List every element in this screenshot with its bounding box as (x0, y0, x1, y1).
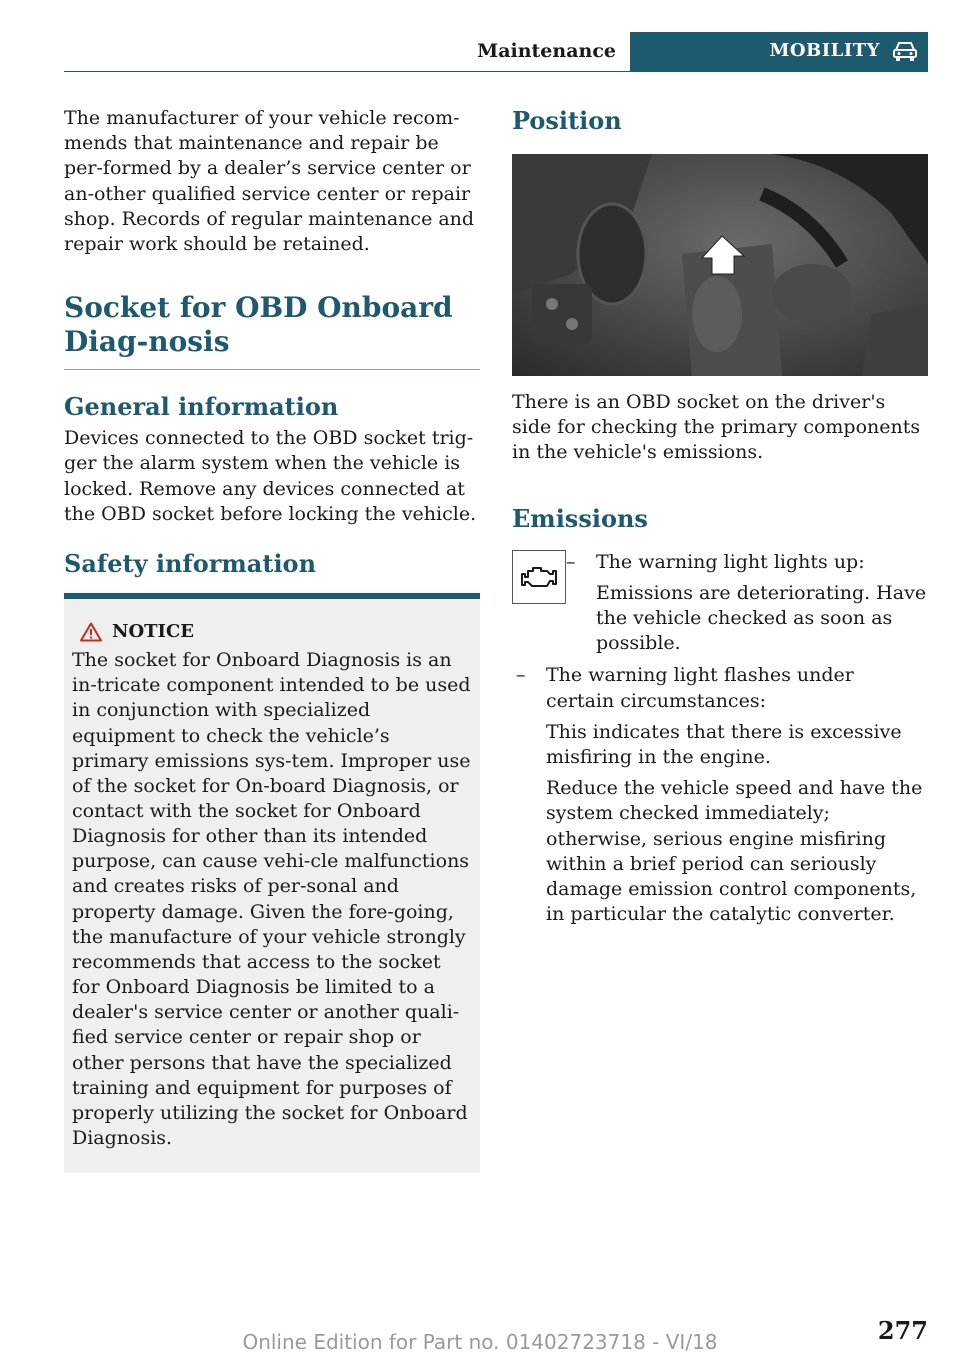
section-title: Maintenance (477, 40, 616, 62)
chapter-tab (630, 32, 928, 71)
bullet-warning-lights-up (562, 550, 928, 657)
obd-socket-location-photo (512, 154, 928, 376)
bullet-dash: – (516, 664, 526, 687)
chapter-title: MOBILITY (769, 40, 880, 61)
bullet1-title: The warning light lights up: (596, 550, 865, 573)
check-engine-icon (519, 563, 559, 591)
heading-emissions: Emissions (512, 503, 648, 533)
bullet2-body2: Reduce the vehicle speed and have the system checked immediately; otherwise, serious engine misfiring within a brief period can seriously damage emission control components, in particular the catalytic converter. (546, 777, 923, 926)
bullet-warning-flashes (512, 663, 928, 927)
bullet1-body: Emissions are deteriorating. Have the vehicle checked as soon as possible. (596, 581, 927, 655)
check-engine-box (512, 550, 566, 604)
edition-watermark: Online Edition for Part no. 01402723718 - VI/18 (242, 1330, 718, 1354)
notice-label: NOTICE (112, 621, 194, 643)
emissions-indicator-row (512, 550, 928, 657)
car-icon (892, 40, 918, 62)
general-information-text: Devices connected to the OBD socket trig-ger the alarm system when the vehicle is locked. Remove any devices connected at the OBD socket before locking the vehicle. (64, 427, 477, 525)
bullet2-body1: This indicates that there is excessive misfiring in the engine. (546, 720, 902, 769)
warning-triangle-icon (80, 622, 102, 642)
position-text: There is an OBD socket on the driver's side for checking the primary components in the vehicle's emissions. (512, 391, 921, 464)
heading-position: Position (512, 106, 622, 135)
notice-text: The socket for Onboard Diagnosis is an in-tricate component intended to be used in conjunction with specialized equipment to check the vehicle’s primary emissions sys-tem. Improper use of the socket for On-board Diagnosis, or contact with the socket for Onboard Diagnosis for other than its intended purpose, can cause vehi-cle malfunctions and creates risks of per-sonal and property damage. Given the fore-going, the manufacture of your vehicle strongly recommends that access to the socket for Onboard Diagnosis be limited to a dealer's service center or another quali-fied service center or repair shop or other persons that have the specialized training and equipment for purposes of properly utilizing the socket for Onboard Diagnosis. (72, 649, 471, 1149)
notice-header (72, 621, 472, 642)
bullet2-title: The warning light flashes under certain circumstances: (546, 664, 854, 712)
intro-paragraph: The manufacturer of your vehicle recom-mends that maintenance and repair be per-formed by a dealer’s service center or an-other qualified service center or repair shop. Records of regular maintenance and repair work should be retained. (64, 107, 475, 256)
heading-safety-information: Safety information (64, 549, 317, 579)
section-heading-obd: Socket for OBD Onboard Diag-nosis (64, 291, 480, 370)
page-header (64, 32, 928, 72)
right-column (512, 106, 928, 927)
bullet-dash: – (566, 550, 576, 573)
page-number: 277 (877, 1316, 928, 1345)
notice-box (64, 593, 480, 1173)
left-column (64, 106, 480, 1173)
heading-general-information: General information (64, 392, 339, 422)
